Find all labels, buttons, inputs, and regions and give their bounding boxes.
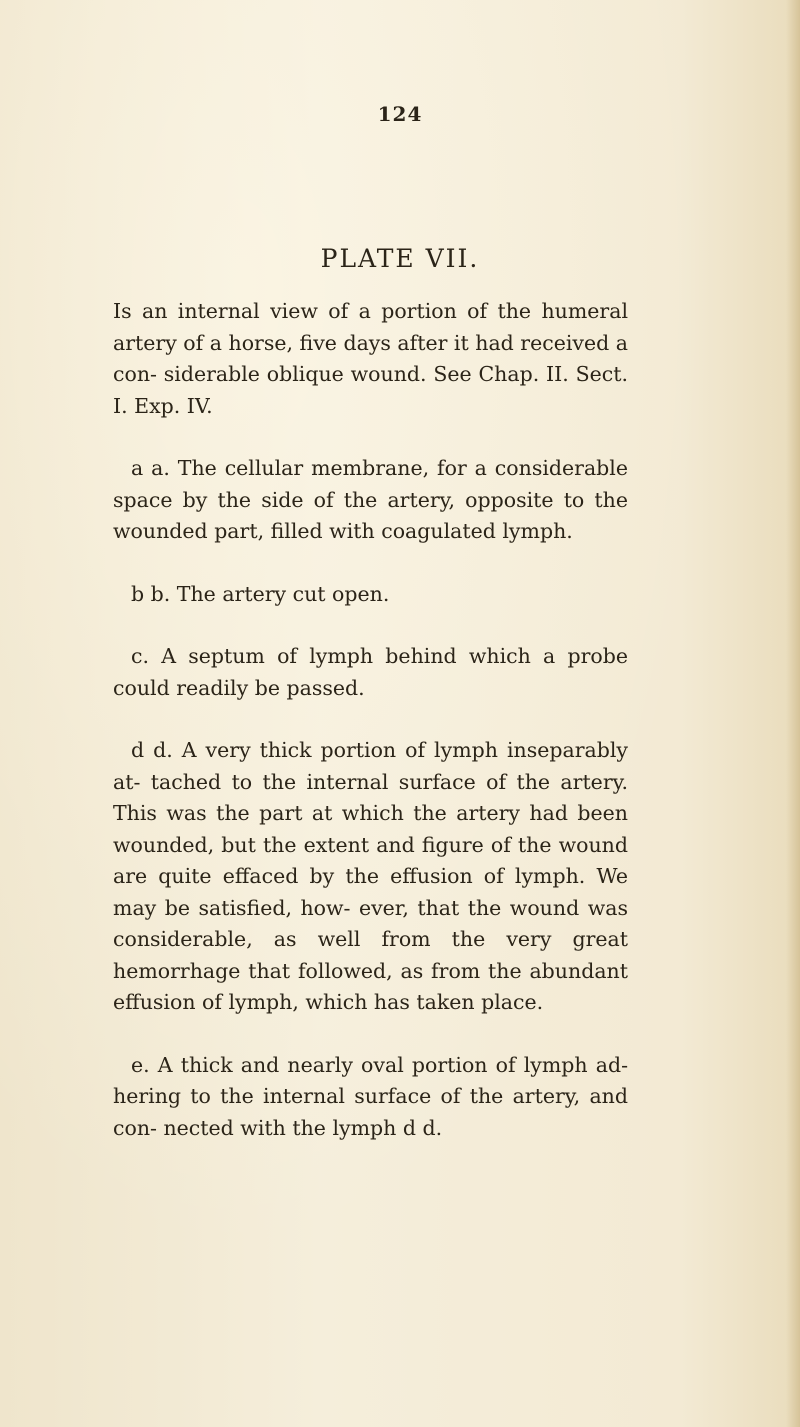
paragraph-dd: d d. A very thick portion of lymph inseparably at- tached to the internal surface of the artery. This was the part at which the artery had been wounded, but the extent and figure of the wound are quite effaced by the effusion of lymph. We may be satisfied, how- ever, that the wound was considerable, as well from the very great hemorrhage that followed, as from the abundant effusion of lymph, which has taken place. (113, 738, 628, 1014)
plate-title: PLATE VII. (320, 244, 480, 273)
page-edge-shadow (786, 0, 800, 1427)
paragraph-e: e. A thick and nearly oval portion of lymph ad- hering to the internal surface of the artery, and con- nected with the lymph d d. (113, 1052, 628, 1140)
intro-paragraph: Is an internal view of a portion of the humeral artery of a horse, five days after it had received a con- siderable oblique wound. See Chap. II. Sect. I. Exp. IV. (113, 299, 628, 418)
paragraph-aa: a a. The cellular membrane, for a considerable space by the side of the artery, opposite to the wounded part, filled with coagulated lymph. (113, 456, 628, 543)
page-number: 124 (377, 102, 423, 126)
paragraph-bb: b b. The artery cut open. (131, 581, 390, 606)
plate-description (113, 296, 628, 1144)
paragraph-c: c. A septum of lymph behind which a probe could readily be passed. (113, 644, 628, 700)
